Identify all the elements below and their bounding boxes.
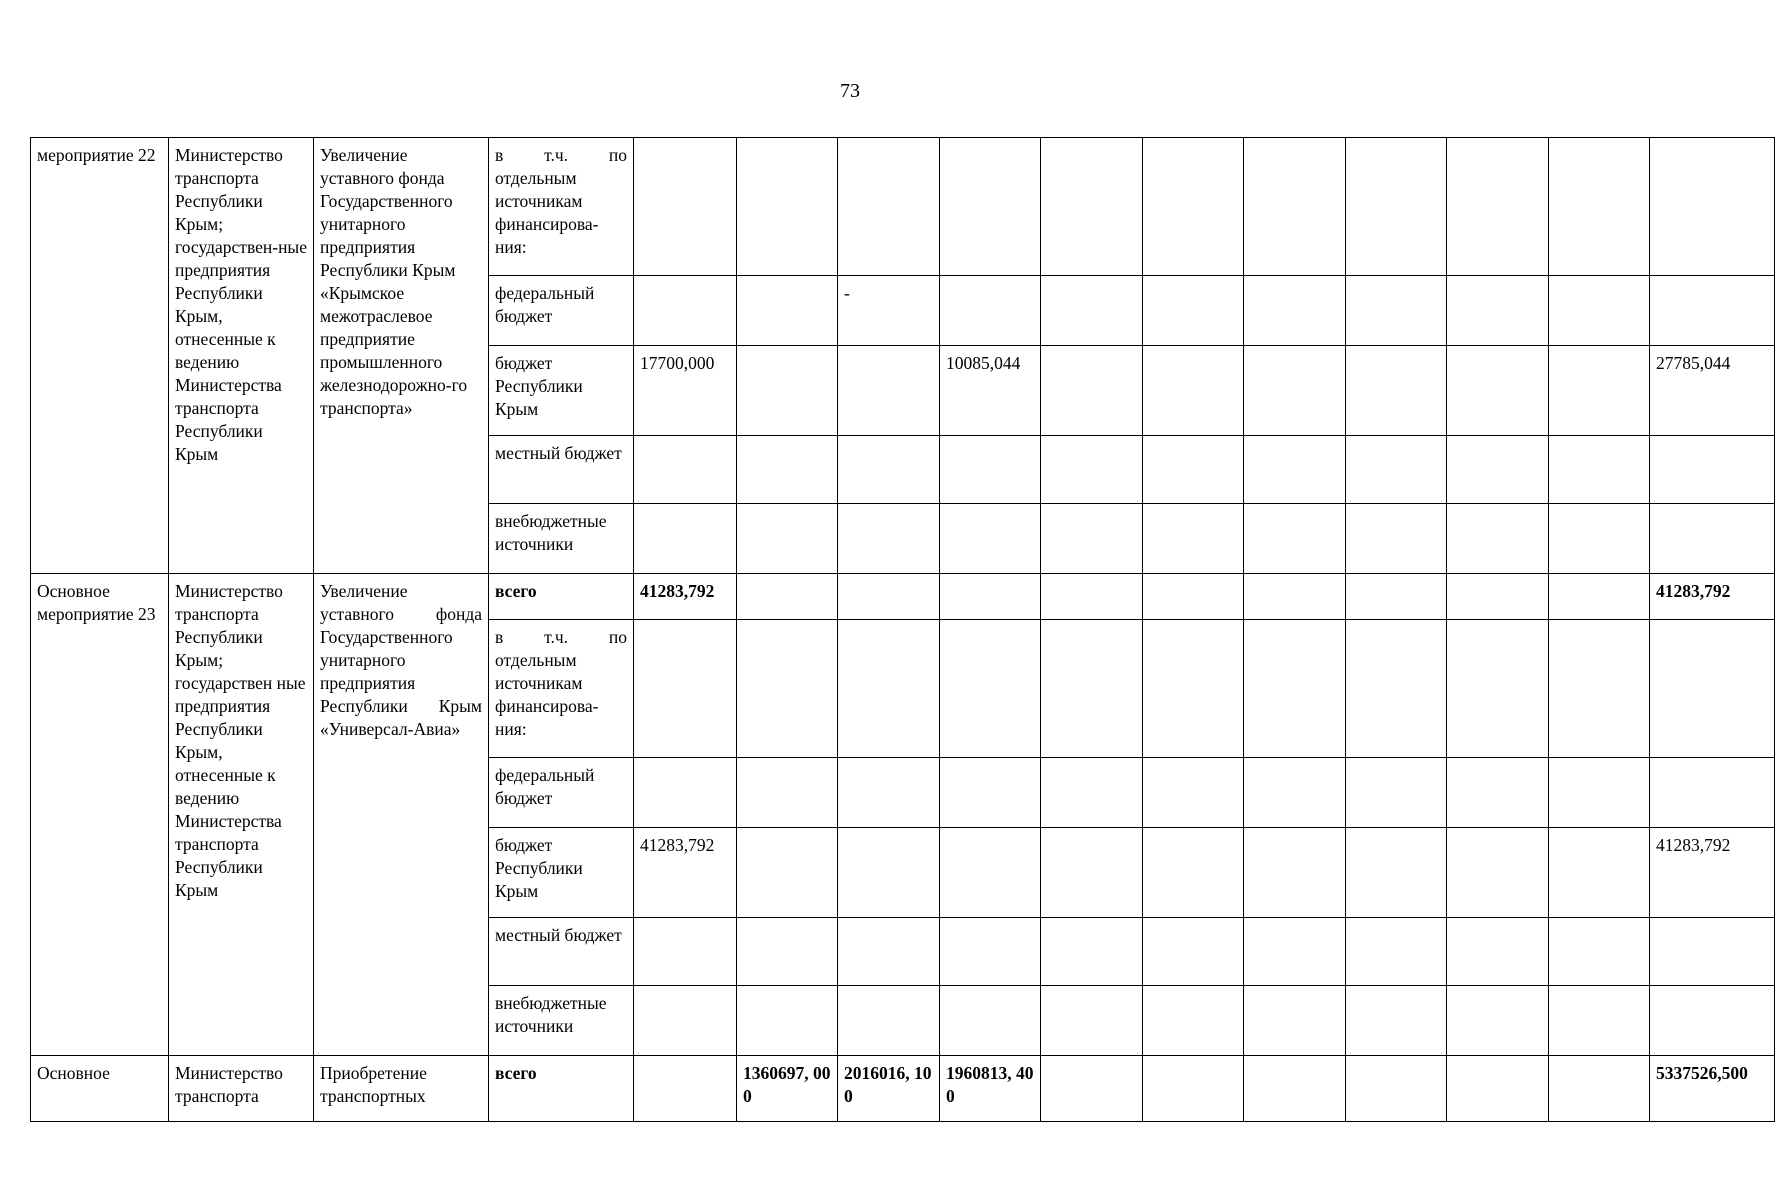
amount-cell <box>1549 828 1650 918</box>
amount-cell <box>1346 346 1447 436</box>
amount-cell <box>1041 574 1143 620</box>
amount-cell <box>1244 574 1346 620</box>
amount-cell <box>1447 620 1549 758</box>
amount-cell <box>634 918 737 986</box>
amount-cell <box>1447 758 1549 828</box>
amount-cell <box>1244 1056 1346 1122</box>
amount-cell <box>1244 758 1346 828</box>
amount-cell <box>634 276 737 346</box>
amount-cell <box>1041 504 1143 574</box>
amount-cell <box>1143 828 1244 918</box>
amount-cell <box>1549 574 1650 620</box>
amount-cell <box>1143 574 1244 620</box>
amount-cell <box>838 828 940 918</box>
amount-cell <box>1447 276 1549 346</box>
amount-cell <box>634 620 737 758</box>
amount-cell <box>1346 620 1447 758</box>
funding-source-cell: всего <box>489 574 634 620</box>
amount-cell <box>1244 276 1346 346</box>
amount-cell <box>1549 436 1650 504</box>
amount-cell <box>1041 758 1143 828</box>
amount-cell <box>1447 436 1549 504</box>
total-cell: 5337526,500 <box>1650 1056 1775 1122</box>
executor-cell: Министерство транспорта <box>169 1056 314 1122</box>
amount-cell <box>1447 828 1549 918</box>
total-cell <box>1650 918 1775 986</box>
amount-cell <box>940 828 1041 918</box>
amount-cell <box>1244 504 1346 574</box>
amount-cell: 1360697, 000 <box>737 1056 838 1122</box>
amount-cell <box>940 504 1041 574</box>
funding-source-cell: бюджет Республики Крым <box>489 828 634 918</box>
amount-cell <box>634 504 737 574</box>
total-cell <box>1650 758 1775 828</box>
amount-cell <box>1041 346 1143 436</box>
amount-cell <box>1346 918 1447 986</box>
funding-source-cell: федеральный бюджет <box>489 758 634 828</box>
activity-cell: мероприятие 22 <box>31 138 169 574</box>
amount-cell <box>1244 986 1346 1056</box>
amount-cell: 2016016, 100 <box>838 1056 940 1122</box>
amount-cell <box>737 828 838 918</box>
activity-cell: Основное <box>31 1056 169 1122</box>
amount-cell <box>1041 276 1143 346</box>
amount-cell <box>1143 918 1244 986</box>
amount-cell <box>1143 138 1244 276</box>
amount-cell <box>1346 1056 1447 1122</box>
amount-cell <box>1244 620 1346 758</box>
amount-cell <box>1041 1056 1143 1122</box>
amount-cell <box>940 138 1041 276</box>
funding-source-cell: в т.ч. по отдельным источникам финансирова-ния: <box>489 620 634 758</box>
amount-cell <box>838 574 940 620</box>
funding-table <box>30 137 1775 1122</box>
amount-cell <box>838 436 940 504</box>
amount-cell <box>1143 986 1244 1056</box>
amount-cell <box>1447 138 1549 276</box>
amount-cell <box>1447 1056 1549 1122</box>
amount-cell: 41283,792 <box>634 828 737 918</box>
amount-cell: 41283,792 <box>634 574 737 620</box>
activity-cell: Основное мероприятие 23 <box>31 574 169 1056</box>
amount-cell <box>940 758 1041 828</box>
amount-cell <box>737 436 838 504</box>
amount-cell <box>1143 436 1244 504</box>
amount-cell: 10085,044 <box>940 346 1041 436</box>
amount-cell <box>1549 620 1650 758</box>
amount-cell <box>1549 986 1650 1056</box>
amount-cell <box>1346 574 1447 620</box>
amount-cell <box>838 918 940 986</box>
amount-cell <box>940 620 1041 758</box>
description-cell: Увеличение уставного фонда Государственного унитарного предприятия Республики Крым «Универсал-Авиа» <box>314 574 489 1056</box>
funding-source-cell: федеральный бюджет <box>489 276 634 346</box>
amount-cell: - <box>838 276 940 346</box>
total-cell <box>1650 504 1775 574</box>
amount-cell <box>1447 918 1549 986</box>
funding-source-cell: всего <box>489 1056 634 1122</box>
amount-cell <box>1143 346 1244 436</box>
amount-cell <box>940 986 1041 1056</box>
amount-cell <box>1143 504 1244 574</box>
amount-cell: 1960813, 400 <box>940 1056 1041 1122</box>
amount-cell <box>1549 504 1650 574</box>
funding-source-cell: местный бюджет <box>489 436 634 504</box>
funding-source-cell: внебюджетные источники <box>489 986 634 1056</box>
amount-cell <box>1143 758 1244 828</box>
amount-cell <box>940 574 1041 620</box>
description-cell: Приобретение транспортных <box>314 1056 489 1122</box>
amount-cell <box>1549 346 1650 436</box>
amount-cell <box>1346 504 1447 574</box>
amount-cell <box>1143 620 1244 758</box>
amount-cell <box>838 758 940 828</box>
total-cell <box>1650 138 1775 276</box>
funding-source-cell: в т.ч. по отдельным источникам финансирова-ния: <box>489 138 634 276</box>
amount-cell <box>1143 1056 1244 1122</box>
amount-cell <box>1346 138 1447 276</box>
amount-cell <box>838 346 940 436</box>
amount-cell <box>838 986 940 1056</box>
executor-cell: Министерство транспорта Республики Крым; государствен-ные предприятия Республики Крым, отнесенные к ведению Министерства транспорта Республики Крым <box>169 138 314 574</box>
amount-cell <box>1447 504 1549 574</box>
total-cell: 27785,044 <box>1650 346 1775 436</box>
table-row <box>31 138 1775 276</box>
total-cell <box>1650 620 1775 758</box>
amount-cell <box>1041 620 1143 758</box>
amount-cell <box>1447 574 1549 620</box>
total-cell <box>1650 986 1775 1056</box>
amount-cell <box>634 1056 737 1122</box>
amount-cell <box>1346 758 1447 828</box>
amount-cell <box>737 574 838 620</box>
amount-cell <box>1143 276 1244 346</box>
amount-cell <box>1346 436 1447 504</box>
amount-cell <box>737 986 838 1056</box>
amount-cell <box>1549 276 1650 346</box>
amount-cell <box>940 918 1041 986</box>
amount-cell <box>838 504 940 574</box>
amount-cell <box>1244 828 1346 918</box>
amount-cell <box>1549 918 1650 986</box>
amount-cell <box>737 504 838 574</box>
amount-cell <box>1041 138 1143 276</box>
amount-cell <box>737 346 838 436</box>
amount-cell <box>1244 918 1346 986</box>
amount-cell <box>940 436 1041 504</box>
amount-cell <box>634 758 737 828</box>
amount-cell <box>737 758 838 828</box>
amount-cell <box>1244 436 1346 504</box>
amount-cell <box>1041 986 1143 1056</box>
amount-cell <box>1346 276 1447 346</box>
amount-cell <box>737 276 838 346</box>
funding-source-cell: бюджет Республики Крым <box>489 346 634 436</box>
amount-cell <box>1244 346 1346 436</box>
amount-cell <box>1346 986 1447 1056</box>
page-number: 73 <box>840 80 860 102</box>
amount-cell <box>737 918 838 986</box>
total-cell: 41283,792 <box>1650 828 1775 918</box>
table-row <box>31 1056 1775 1122</box>
amount-cell <box>1041 436 1143 504</box>
amount-cell <box>1244 138 1346 276</box>
amount-cell <box>940 276 1041 346</box>
amount-cell <box>838 620 940 758</box>
amount-cell <box>737 138 838 276</box>
funding-source-cell: внебюджетные источники <box>489 504 634 574</box>
funding-source-cell: местный бюджет <box>489 918 634 986</box>
executor-cell: Министерство транспорта Республики Крым; государствен ные предприятия Республики Крым, отнесенные к ведению Министерства транспорта Республики Крым <box>169 574 314 1056</box>
amount-cell <box>737 620 838 758</box>
amount-cell <box>1041 828 1143 918</box>
table-row <box>31 574 1775 620</box>
total-cell <box>1650 436 1775 504</box>
amount-cell <box>634 986 737 1056</box>
amount-cell <box>838 138 940 276</box>
amount-cell <box>1549 1056 1650 1122</box>
amount-cell: 17700,000 <box>634 346 737 436</box>
total-cell: 41283,792 <box>1650 574 1775 620</box>
amount-cell <box>1549 138 1650 276</box>
amount-cell <box>634 138 737 276</box>
total-cell <box>1650 276 1775 346</box>
amount-cell <box>1447 346 1549 436</box>
description-cell: Увеличение уставного фонда Государственного унитарного предприятия Республики Крым «Крымское межотраслевое предприятие промышленного железнодорожно-го транспорта» <box>314 138 489 574</box>
amount-cell <box>634 436 737 504</box>
amount-cell <box>1549 758 1650 828</box>
amount-cell <box>1346 828 1447 918</box>
amount-cell <box>1447 986 1549 1056</box>
amount-cell <box>1041 918 1143 986</box>
